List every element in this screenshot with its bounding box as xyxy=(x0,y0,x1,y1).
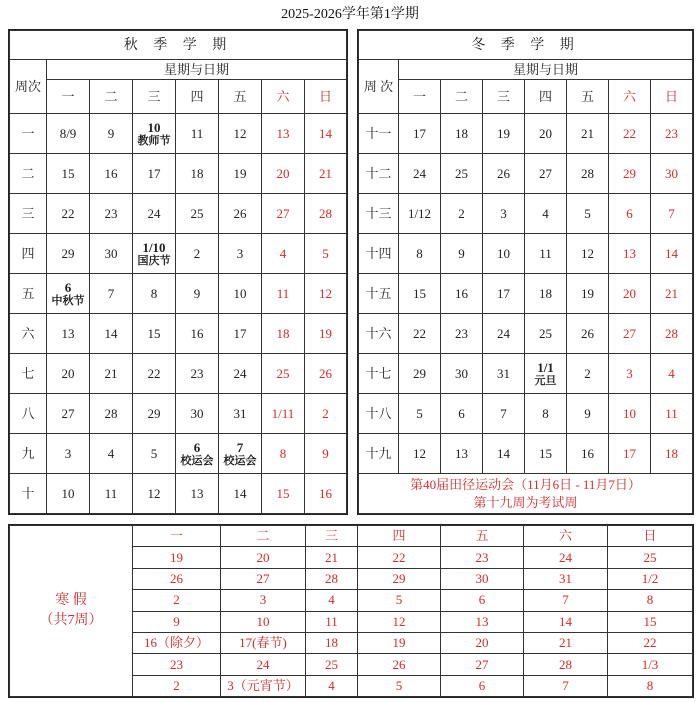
date-cell: 21 xyxy=(306,547,358,568)
event-date-cell xyxy=(176,434,219,474)
semester-title: 冬 季 学 期 xyxy=(359,31,693,60)
weekend-date-cell: 29 xyxy=(609,154,651,194)
weekday-header: 一 xyxy=(133,526,221,547)
date-cell: 12 xyxy=(358,611,441,632)
date-cell: 10 xyxy=(219,274,262,314)
date-cell: 8/9 xyxy=(47,114,90,154)
date-cell: 3 xyxy=(221,590,306,611)
date-cell: 17 xyxy=(133,154,176,194)
date-cell: 17 xyxy=(219,314,262,354)
date-cell: 15 xyxy=(133,314,176,354)
week-label: 八 xyxy=(10,394,47,434)
weekend-date-cell: 18 xyxy=(262,314,305,354)
weekday-header-saturday: 六 xyxy=(609,80,651,114)
date-cell: 21 xyxy=(524,632,608,653)
vacation-label xyxy=(10,526,133,697)
weekend-date-cell: 1/11 xyxy=(262,394,305,434)
date-cell: 25 xyxy=(306,654,358,675)
autumn-semester-table xyxy=(9,30,347,514)
week-row xyxy=(359,154,693,194)
week-row xyxy=(10,354,347,394)
winter-vacation-table xyxy=(9,525,693,697)
date-cell: 15 xyxy=(47,154,90,194)
date-cell: 25 xyxy=(525,314,567,354)
date-cell: 27 xyxy=(525,154,567,194)
weekday-header: 五 xyxy=(441,526,524,547)
date-cell: 5 xyxy=(133,434,176,474)
date-cell: 14 xyxy=(483,434,525,474)
weekday-header: 二 xyxy=(221,526,306,547)
date-cell: 4 xyxy=(90,434,133,474)
date-cell: 15 xyxy=(525,434,567,474)
week-row xyxy=(359,234,693,274)
week-row xyxy=(10,434,347,474)
week-row xyxy=(359,194,693,234)
weekday-header: 二 xyxy=(90,80,133,114)
week-label: 十 xyxy=(10,474,47,514)
date-cell: 22 xyxy=(608,632,693,653)
date-cell: 27 xyxy=(441,654,524,675)
weekend-date-cell: 20 xyxy=(609,274,651,314)
date-cell: 7 xyxy=(483,394,525,434)
holiday-date-cell: 17(春节) xyxy=(221,632,306,653)
semester-title: 秋 季 学 期 xyxy=(10,31,347,60)
date-cell: 5 xyxy=(567,194,609,234)
week-label: 九 xyxy=(10,434,47,474)
date-cell: 26 xyxy=(133,568,221,589)
date-cell: 10 xyxy=(47,474,90,514)
weekday-header: 六 xyxy=(524,526,608,547)
weekday-header: 五 xyxy=(219,80,262,114)
date-cell: 4 xyxy=(306,590,358,611)
weekend-date-cell: 5 xyxy=(305,234,347,274)
weekend-date-cell: 7 xyxy=(651,194,693,234)
week-column-header: 周 次 xyxy=(359,60,399,114)
winter-semester-table xyxy=(358,30,693,514)
week-row xyxy=(10,194,347,234)
date-number: 6 xyxy=(193,439,201,455)
weekend-date-cell: 8 xyxy=(262,434,305,474)
date-cell: 2 xyxy=(133,590,221,611)
weekend-date-cell: 27 xyxy=(609,314,651,354)
weekday-header-sunday: 日 xyxy=(651,80,693,114)
weekend-date-cell: 12 xyxy=(305,274,347,314)
week-row xyxy=(10,154,347,194)
week-row xyxy=(10,314,347,354)
date-cell: 5 xyxy=(399,394,441,434)
date-cell: 1/3 xyxy=(608,654,693,675)
date-cell: 25 xyxy=(608,547,693,568)
date-cell: 23 xyxy=(441,547,524,568)
date-cell: 17 xyxy=(483,274,525,314)
weekend-date-cell: 14 xyxy=(305,114,347,154)
date-cell: 23 xyxy=(90,194,133,234)
date-cell: 31 xyxy=(483,354,525,394)
date-cell: 5 xyxy=(358,590,441,611)
date-cell: 19 xyxy=(358,632,441,653)
weekday-header-saturday: 六 xyxy=(262,80,305,114)
sports-meet-note: 第40届田径运动会（11月6日 - 11月7日） xyxy=(410,476,641,492)
weekend-date-cell: 4 xyxy=(262,234,305,274)
holiday-date-cell: 16（除夕） xyxy=(133,632,221,653)
week-row xyxy=(359,274,693,314)
date-cell: 4 xyxy=(306,675,358,696)
exam-week-note: 第十九周为考试周 xyxy=(473,494,578,510)
date-cell: 15 xyxy=(608,611,693,632)
vacation-title: 寒 假 xyxy=(55,593,87,609)
weekend-date-cell: 11 xyxy=(262,274,305,314)
weekend-date-cell: 27 xyxy=(262,194,305,234)
date-cell: 20 xyxy=(441,632,524,653)
date-cell: 14 xyxy=(219,474,262,514)
date-number: 1/1 xyxy=(537,359,554,375)
week-row xyxy=(10,234,347,274)
week-label: 十九 xyxy=(359,434,399,474)
date-group-header: 星期与日期 xyxy=(399,60,693,80)
date-cell: 26 xyxy=(358,654,441,675)
date-cell: 31 xyxy=(219,394,262,434)
weekend-date-cell: 13 xyxy=(262,114,305,154)
date-cell: 14 xyxy=(90,314,133,354)
date-cell: 3 xyxy=(483,194,525,234)
week-row xyxy=(359,314,693,354)
weekend-date-cell: 16 xyxy=(305,474,347,514)
date-cell: 8 xyxy=(608,590,693,611)
week-row xyxy=(359,114,693,154)
weekend-date-cell: 13 xyxy=(609,234,651,274)
date-cell: 18 xyxy=(176,154,219,194)
weekend-date-cell: 17 xyxy=(609,434,651,474)
weekday-header: 三 xyxy=(483,80,525,114)
date-cell: 24 xyxy=(133,194,176,234)
date-cell: 21 xyxy=(90,354,133,394)
date-cell: 11 xyxy=(525,234,567,274)
date-cell: 9 xyxy=(176,274,219,314)
date-cell: 24 xyxy=(221,654,306,675)
date-cell: 12 xyxy=(567,234,609,274)
date-cell: 3 xyxy=(47,434,90,474)
weekend-date-cell: 4 xyxy=(651,354,693,394)
week-label: 三 xyxy=(10,194,47,234)
date-cell: 13 xyxy=(176,474,219,514)
week-label: 五 xyxy=(10,274,47,314)
semester-notes xyxy=(359,474,693,514)
weekend-date-cell: 19 xyxy=(305,314,347,354)
date-cell: 9 xyxy=(567,394,609,434)
date-cell: 30 xyxy=(441,354,483,394)
week-label: 十二 xyxy=(359,154,399,194)
date-cell: 11 xyxy=(176,114,219,154)
date-cell: 1/12 xyxy=(399,194,441,234)
weekend-date-cell: 21 xyxy=(305,154,347,194)
date-cell: 10 xyxy=(221,611,306,632)
holiday-note: 教师节 xyxy=(137,134,171,147)
week-label: 十一 xyxy=(359,114,399,154)
date-cell: 9 xyxy=(441,234,483,274)
weekday-header-sunday: 日 xyxy=(305,80,347,114)
weekend-date-cell: 25 xyxy=(262,354,305,394)
week-row xyxy=(10,114,347,154)
weekend-date-cell: 10 xyxy=(609,394,651,434)
weekend-date-cell: 15 xyxy=(262,474,305,514)
date-cell: 28 xyxy=(90,394,133,434)
date-cell: 29 xyxy=(399,354,441,394)
weekday-header: 三 xyxy=(133,80,176,114)
date-cell: 8 xyxy=(133,274,176,314)
week-row xyxy=(359,434,693,474)
date-cell: 19 xyxy=(219,154,262,194)
date-cell: 27 xyxy=(47,394,90,434)
holiday-note: 国庆节 xyxy=(137,254,171,267)
date-cell: 22 xyxy=(47,194,90,234)
date-cell: 14 xyxy=(524,611,608,632)
date-cell: 8 xyxy=(525,394,567,434)
date-cell: 2 xyxy=(441,194,483,234)
weekend-date-cell: 6 xyxy=(609,194,651,234)
weekday-header: 一 xyxy=(47,80,90,114)
date-cell: 6 xyxy=(441,675,524,696)
date-cell: 26 xyxy=(483,154,525,194)
date-cell: 8 xyxy=(399,234,441,274)
holiday-date-cell xyxy=(47,274,90,314)
week-label: 十三 xyxy=(359,194,399,234)
date-cell: 27 xyxy=(221,568,306,589)
date-cell: 23 xyxy=(441,314,483,354)
holiday-date-cell xyxy=(133,114,176,154)
date-cell: 12 xyxy=(133,474,176,514)
week-row xyxy=(10,274,347,314)
date-cell: 8 xyxy=(608,675,693,696)
date-cell: 24 xyxy=(219,354,262,394)
date-cell: 2 xyxy=(176,234,219,274)
date-cell: 9 xyxy=(133,611,221,632)
week-label: 十七 xyxy=(359,354,399,394)
date-cell: 20 xyxy=(525,114,567,154)
date-cell: 29 xyxy=(47,234,90,274)
date-cell: 11 xyxy=(90,474,133,514)
holiday-date-cell xyxy=(525,354,567,394)
date-cell: 21 xyxy=(567,114,609,154)
date-cell: 23 xyxy=(133,654,221,675)
date-cell: 3 xyxy=(219,234,262,274)
weekday-header: 三 xyxy=(306,526,358,547)
date-cell: 7 xyxy=(524,590,608,611)
date-cell: 13 xyxy=(441,611,524,632)
vacation-duration: （共7周） xyxy=(39,613,103,629)
date-cell: 20 xyxy=(221,547,306,568)
date-cell: 24 xyxy=(483,314,525,354)
weekday-header: 四 xyxy=(358,526,441,547)
date-cell: 16 xyxy=(90,154,133,194)
date-cell: 25 xyxy=(176,194,219,234)
week-label: 七 xyxy=(10,354,47,394)
event-note: 校运会 xyxy=(223,454,257,467)
date-cell: 6 xyxy=(441,394,483,434)
date-cell: 15 xyxy=(399,274,441,314)
weekend-date-cell: 3 xyxy=(609,354,651,394)
date-cell: 13 xyxy=(441,434,483,474)
date-cell: 24 xyxy=(524,547,608,568)
week-label: 十四 xyxy=(359,234,399,274)
weekend-date-cell: 14 xyxy=(651,234,693,274)
week-label: 二 xyxy=(10,154,47,194)
date-number: 7 xyxy=(236,439,244,455)
weekend-date-cell: 28 xyxy=(305,194,347,234)
date-cell: 1/2 xyxy=(608,568,693,589)
page-title: 2025-2026学年第1学期 xyxy=(281,7,419,22)
date-cell: 30 xyxy=(176,394,219,434)
weekday-header: 二 xyxy=(441,80,483,114)
date-cell: 11 xyxy=(306,611,358,632)
date-cell: 12 xyxy=(399,434,441,474)
weekend-date-cell: 28 xyxy=(651,314,693,354)
date-cell: 16 xyxy=(176,314,219,354)
date-cell: 22 xyxy=(399,314,441,354)
week-label: 十六 xyxy=(359,314,399,354)
date-cell: 28 xyxy=(567,154,609,194)
date-cell: 26 xyxy=(567,314,609,354)
week-label: 一 xyxy=(10,114,47,154)
date-cell: 30 xyxy=(90,234,133,274)
weekday-header: 一 xyxy=(399,80,441,114)
weekend-date-cell: 26 xyxy=(305,354,347,394)
date-cell: 16 xyxy=(441,274,483,314)
event-note: 校运会 xyxy=(180,454,214,467)
date-cell: 7 xyxy=(90,274,133,314)
date-cell: 28 xyxy=(306,568,358,589)
date-number: 1/10 xyxy=(142,239,166,255)
date-cell: 22 xyxy=(133,354,176,394)
weekend-date-cell: 23 xyxy=(651,114,693,154)
date-cell: 25 xyxy=(441,154,483,194)
date-cell: 17 xyxy=(399,114,441,154)
date-number: 6 xyxy=(64,279,72,295)
week-label: 六 xyxy=(10,314,47,354)
date-cell: 29 xyxy=(133,394,176,434)
holiday-date-cell: 3（元宵节） xyxy=(221,675,306,696)
week-label: 十八 xyxy=(359,394,399,434)
weekday-header: 五 xyxy=(567,80,609,114)
weekend-date-cell: 20 xyxy=(262,154,305,194)
date-cell: 4 xyxy=(525,194,567,234)
date-cell: 16 xyxy=(567,434,609,474)
date-cell: 20 xyxy=(47,354,90,394)
date-cell: 5 xyxy=(358,675,441,696)
weekday-header: 日 xyxy=(608,526,693,547)
date-cell: 9 xyxy=(90,114,133,154)
date-cell: 12 xyxy=(219,114,262,154)
date-cell: 10 xyxy=(483,234,525,274)
date-cell: 18 xyxy=(441,114,483,154)
holiday-date-cell xyxy=(133,234,176,274)
week-row xyxy=(359,394,693,434)
weekend-date-cell: 2 xyxy=(305,394,347,434)
date-cell: 19 xyxy=(133,547,221,568)
date-cell: 7 xyxy=(524,675,608,696)
week-row xyxy=(10,394,347,434)
date-cell: 6 xyxy=(441,590,524,611)
date-number: 10 xyxy=(147,119,161,135)
weekend-date-cell: 22 xyxy=(609,114,651,154)
date-cell: 30 xyxy=(441,568,524,589)
weekday-header: 四 xyxy=(176,80,219,114)
date-cell: 18 xyxy=(525,274,567,314)
week-label: 十五 xyxy=(359,274,399,314)
date-group-header: 星期与日期 xyxy=(47,60,347,80)
date-cell: 18 xyxy=(306,632,358,653)
week-label: 四 xyxy=(10,234,47,274)
week-column-header: 周次 xyxy=(10,60,47,114)
date-cell: 22 xyxy=(358,547,441,568)
date-cell: 28 xyxy=(524,654,608,675)
date-cell: 13 xyxy=(47,314,90,354)
weekend-date-cell: 30 xyxy=(651,154,693,194)
weekday-header: 四 xyxy=(525,80,567,114)
weekend-date-cell: 18 xyxy=(651,434,693,474)
event-date-cell xyxy=(219,434,262,474)
holiday-note: 元旦 xyxy=(534,374,557,387)
date-cell: 2 xyxy=(133,675,221,696)
date-cell: 19 xyxy=(483,114,525,154)
weekend-date-cell: 9 xyxy=(305,434,347,474)
holiday-note: 中秋节 xyxy=(51,294,85,307)
weekend-date-cell: 21 xyxy=(651,274,693,314)
week-row xyxy=(10,474,347,514)
weekend-date-cell: 11 xyxy=(651,394,693,434)
date-cell: 23 xyxy=(176,354,219,394)
date-cell: 29 xyxy=(358,568,441,589)
week-row xyxy=(359,354,693,394)
date-cell: 31 xyxy=(524,568,608,589)
date-cell: 26 xyxy=(219,194,262,234)
date-cell: 24 xyxy=(399,154,441,194)
date-cell: 19 xyxy=(567,274,609,314)
date-cell: 2 xyxy=(567,354,609,394)
